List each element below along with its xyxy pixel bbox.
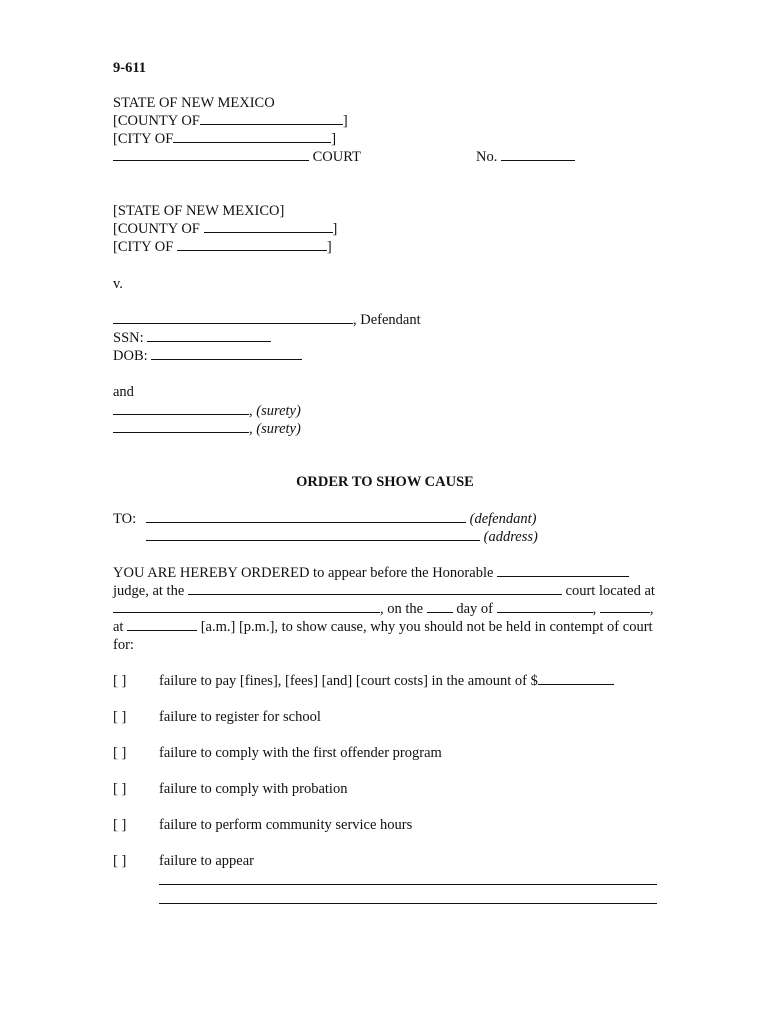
to-defendant-field[interactable]	[146, 510, 466, 523]
order-line-2	[113, 582, 655, 600]
reason-checkbox[interactable]: [ ]	[113, 817, 127, 833]
dob-line	[113, 347, 302, 365]
order-text-1: YOU ARE HEREBY ORDERED to appear before the Honorable	[113, 565, 494, 581]
reason-text: failure to pay [fines], [fees] [and] [court costs] in the amount of $	[159, 673, 538, 689]
to-label: TO:	[113, 511, 137, 527]
order-text-5: for:	[113, 637, 134, 653]
order-text-4b: [a.m.] [p.m.], to show cause, why you should not be held in contempt of court	[200, 619, 653, 635]
order-text-4a: at	[113, 619, 124, 635]
other-reason-field[interactable]	[159, 903, 657, 904]
caption-county-line	[113, 112, 348, 130]
case-number-field[interactable]	[501, 148, 575, 161]
ssn-field[interactable]	[147, 329, 271, 342]
month-field[interactable]	[497, 600, 593, 613]
defendant-label: , Defendant	[353, 312, 421, 328]
case-number-label: No.	[476, 149, 498, 165]
order-line-3	[113, 600, 653, 618]
surety-2-label: (surety)	[256, 421, 301, 437]
surety-1-separator: ,	[249, 403, 253, 419]
order-text-3d: ,	[649, 601, 654, 617]
surety-2-field[interactable]	[113, 420, 249, 433]
parties-city-field[interactable]	[177, 238, 327, 251]
and-label: and	[113, 384, 134, 400]
parties-city-label: [CITY OF	[113, 239, 174, 255]
dob-field[interactable]	[151, 347, 302, 360]
surety-line	[113, 402, 301, 420]
order-text-3c: ,	[592, 601, 597, 617]
reason-text: failure to comply with the first offender program	[159, 745, 442, 761]
case-number-line	[476, 148, 575, 166]
reason-checkbox[interactable]: [ ]	[113, 781, 127, 797]
ssn-line	[113, 329, 271, 347]
court-address-field[interactable]	[113, 600, 380, 613]
parties-county-bracket: ]	[332, 221, 338, 237]
to-address-label: (address)	[483, 529, 538, 545]
amount-field[interactable]	[538, 672, 614, 685]
caption-county-bracket: ]	[342, 113, 348, 129]
reason-text: failure to perform community service hours	[159, 817, 413, 833]
ssn-label: SSN:	[113, 330, 144, 346]
court-location-field[interactable]	[188, 582, 562, 595]
form-number: 9-611	[113, 60, 147, 76]
reason-checkbox[interactable]: [ ]	[113, 673, 127, 689]
caption-city-line	[113, 130, 336, 148]
to-defendant-line	[146, 510, 536, 528]
dob-label: DOB:	[113, 348, 148, 364]
reason-checkbox[interactable]: [ ]	[113, 709, 127, 725]
defendant-line	[113, 311, 421, 329]
document-title: ORDER TO SHOW CAUSE	[296, 474, 474, 490]
parties-city-line	[113, 238, 332, 256]
parties-county-field[interactable]	[204, 220, 333, 233]
time-field[interactable]	[127, 618, 197, 631]
parties-city-bracket: ]	[326, 239, 332, 255]
parties-county-label: [COUNTY OF	[113, 221, 200, 237]
day-field[interactable]	[427, 600, 453, 613]
caption-city-label: [CITY OF	[113, 131, 174, 147]
caption-city-bracket: ]	[331, 131, 337, 147]
reason-text: failure to appear	[159, 853, 255, 869]
reason-checkbox[interactable]: [ ]	[113, 853, 127, 869]
reason-text: failure to register for school	[159, 709, 321, 725]
year-field[interactable]	[600, 600, 650, 613]
parties-county-line	[113, 220, 337, 238]
reason-text: failure to comply with probation	[159, 781, 348, 797]
order-text-3b: day of	[456, 601, 493, 617]
defendant-name-field[interactable]	[113, 311, 353, 324]
caption-state: STATE OF NEW MEXICO	[113, 95, 275, 111]
caption-city-field[interactable]	[173, 130, 331, 143]
other-reason-field[interactable]	[159, 884, 657, 885]
court-label: COURT	[312, 149, 361, 165]
surety-2-separator: ,	[249, 421, 253, 437]
to-address-field[interactable]	[146, 528, 480, 541]
caption-county-field[interactable]	[200, 112, 343, 125]
surety-line	[113, 420, 301, 438]
caption-county-label: [COUNTY OF	[113, 113, 200, 129]
order-text-2a: judge, at the	[113, 583, 185, 599]
reason-checkbox[interactable]: [ ]	[113, 745, 127, 761]
reason-item	[159, 672, 614, 690]
judge-name-field[interactable]	[497, 564, 629, 577]
court-name-field[interactable]	[113, 148, 309, 161]
to-address-line	[146, 528, 538, 546]
to-defendant-label: (defendant)	[469, 511, 537, 527]
parties-state: [STATE OF NEW MEXICO]	[113, 203, 285, 219]
order-line-4	[113, 618, 653, 636]
order-line-1	[113, 564, 629, 582]
versus-label: v.	[113, 276, 123, 292]
surety-1-field[interactable]	[113, 402, 249, 415]
caption-court-line	[113, 148, 361, 166]
order-text-2b: court located at	[565, 583, 655, 599]
order-text-3a: , on the	[380, 601, 424, 617]
surety-1-label: (surety)	[256, 403, 301, 419]
